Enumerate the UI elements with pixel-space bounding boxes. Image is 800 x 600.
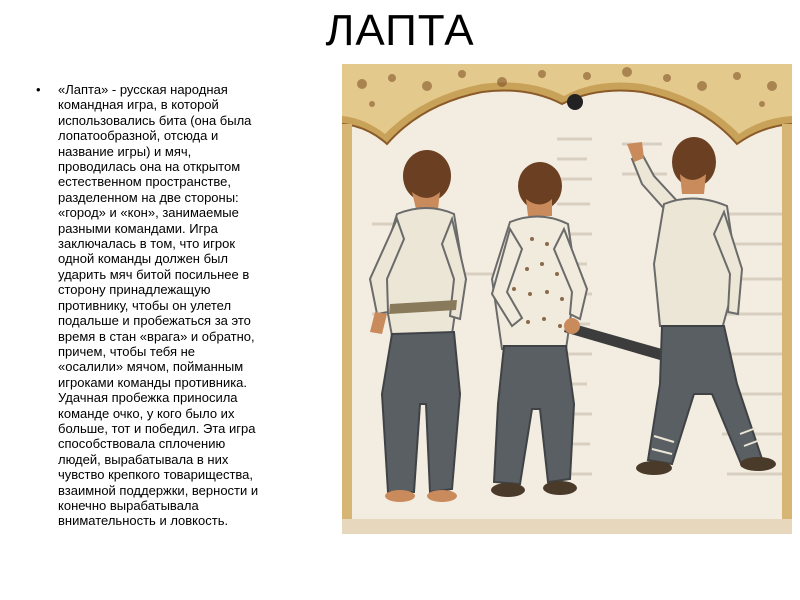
floor-strip: [342, 519, 792, 534]
bullet-marker: •: [36, 82, 41, 97]
lapta-illustration: [342, 64, 792, 534]
lapta-drawing: [342, 64, 792, 534]
bullet-text: «Лапта» - русская народная командная игра, в которой использовались бита (она была лопатообразной, отсюда и название игры) и мяч, проводилась она на открытом естественном пространстве, разделенном на две стороны: «город» и «кон», занимаемые разными командами. Игра заключалась в том, что игрок одной команды должен был ударить мяч битой посильнее в сторону принадлежащую противнику, чтобы он улетел подальше и пробежаться за это время в стан «врага» и обратно, причем, чтобы тебя не «осалили» мячом, пойманным игроками команды противника. Удачная пробежка приносила команде очко, у кого было их больше, тот и победил. Эта игра способствовала сплочению людей, вырабатывала в них чувство крепкого товарищества, взаимной поддержки, верности и конечно вырабатывала внимательность и ловкость.: [58, 82, 259, 529]
slide-title: ЛАПТА: [325, 6, 475, 55]
ball-icon: [567, 94, 583, 110]
bullet-item: [36, 82, 348, 529]
